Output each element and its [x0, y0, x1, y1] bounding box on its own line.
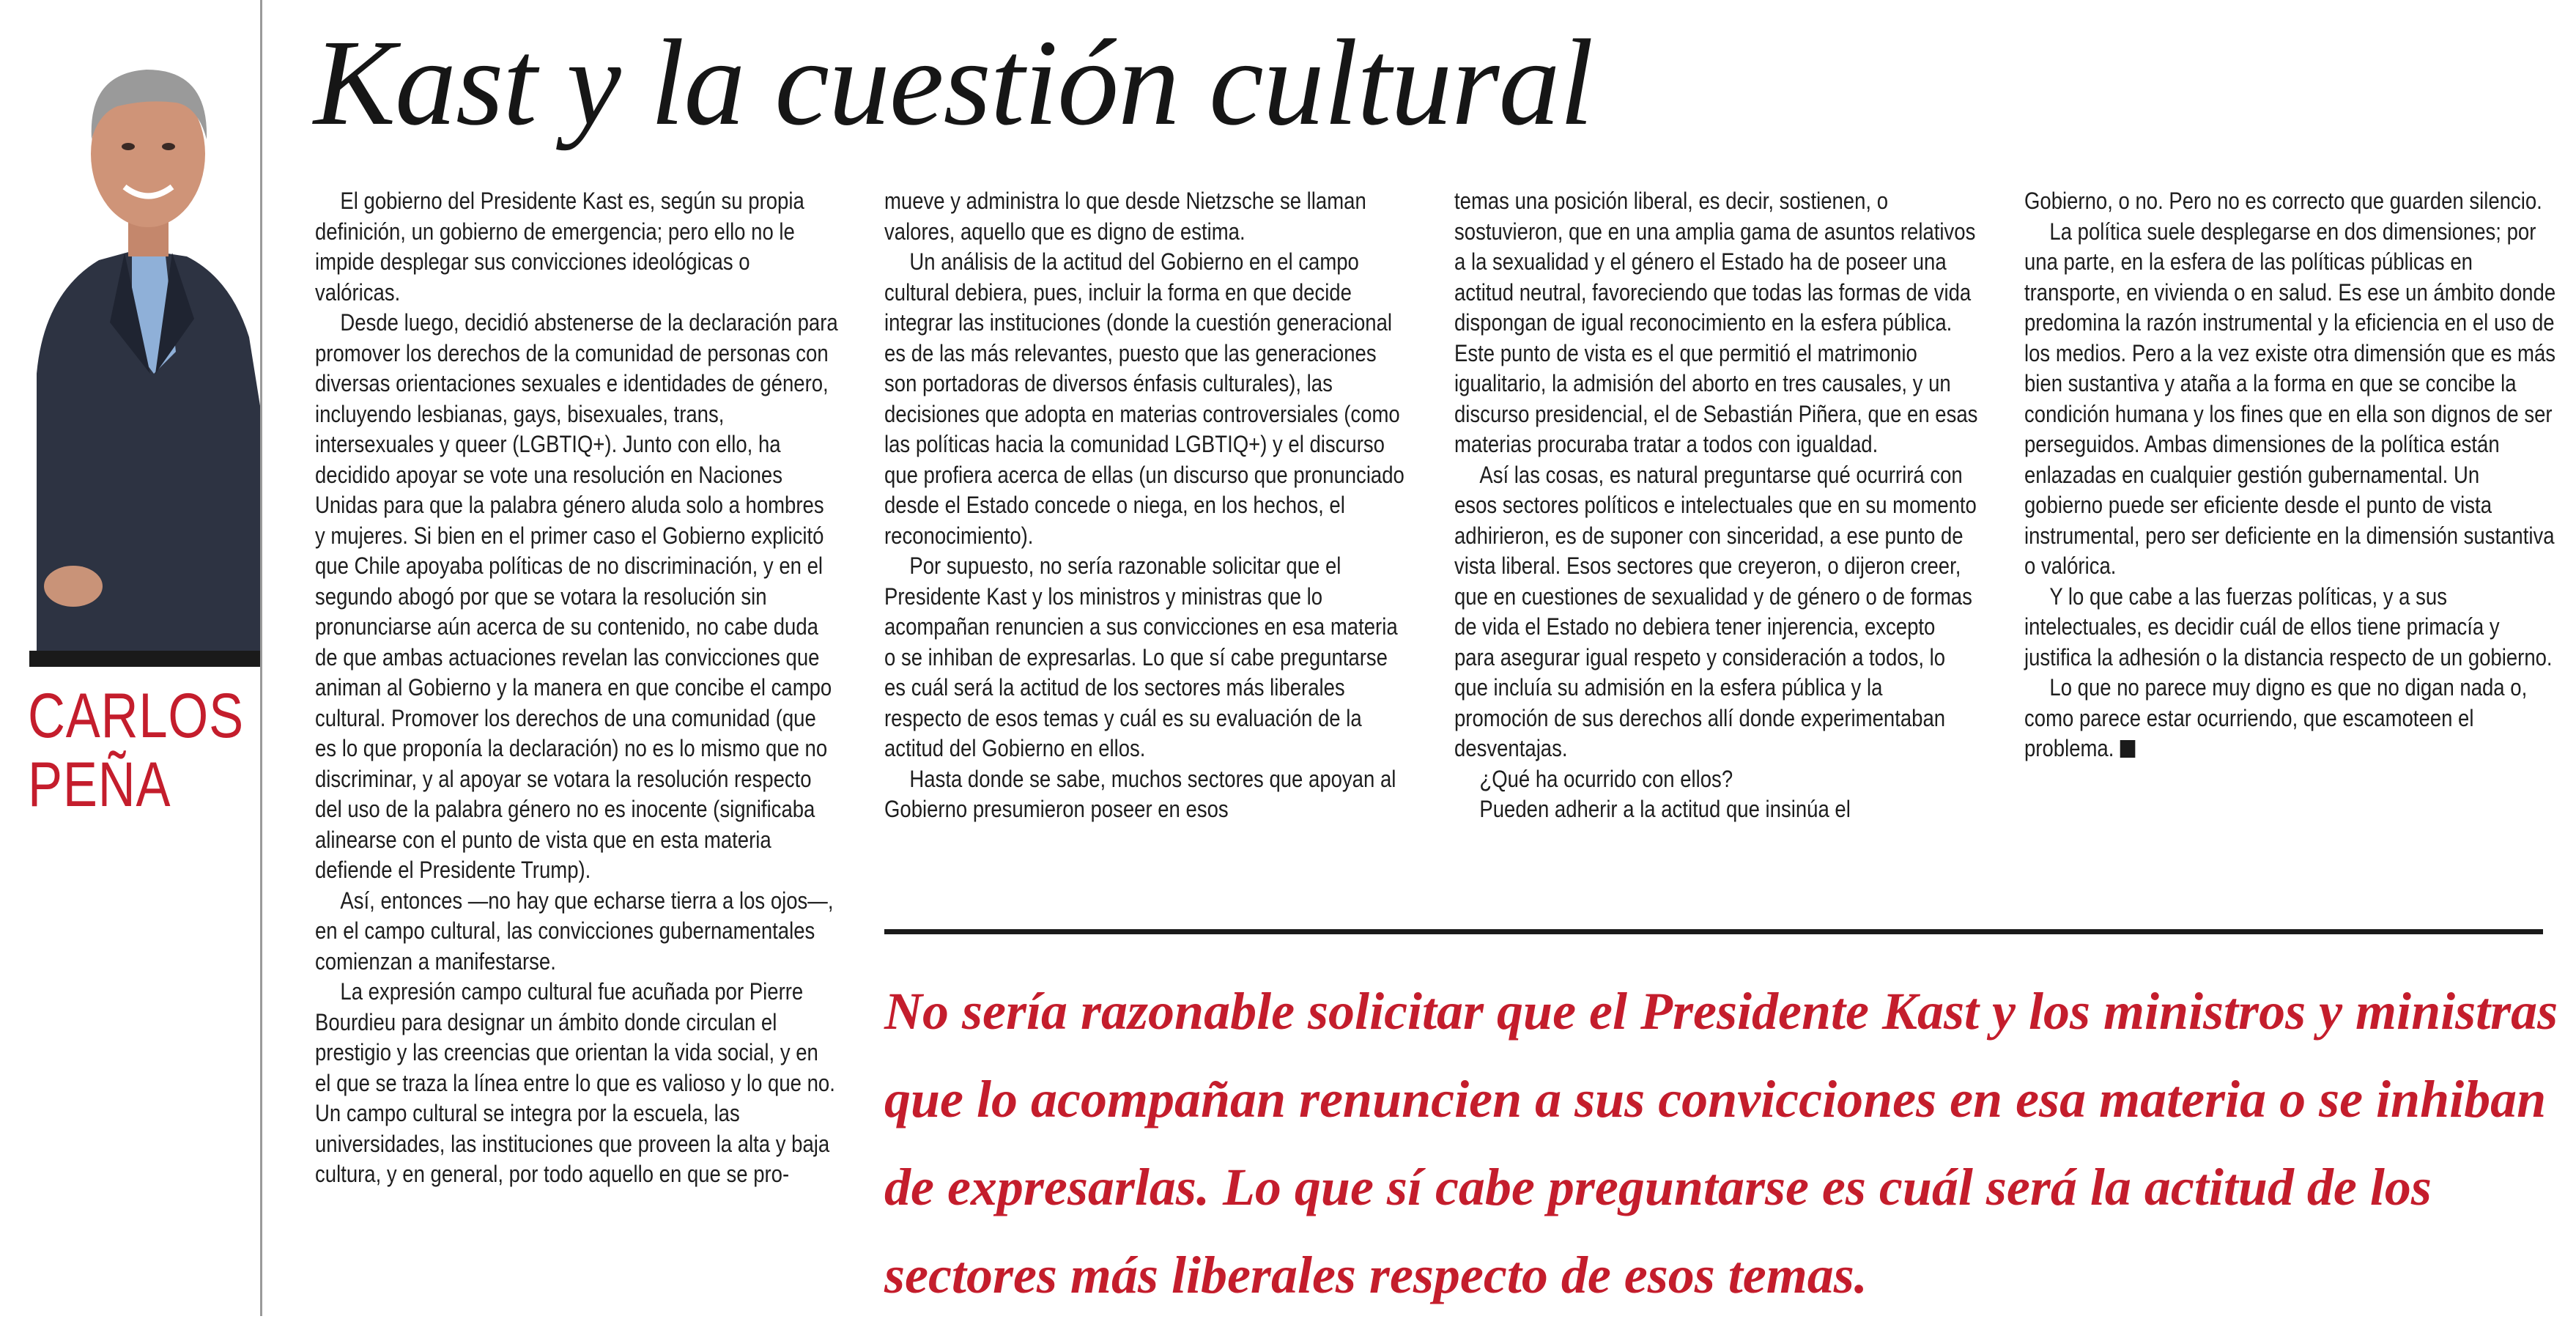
pullquote: No sería razonable solicitar que el Presidente Kast y los ministros y ministras que lo acompañan renuncien a sus convicciones en esa materia o se inhiban de expresarlas. Lo que sí cabe preguntarse es cuál será la actitud de los sectores más liberales respecto de esos temas.	[884, 982, 2558, 1304]
paragraph: ¿Qué ha ocurrido con ellos?	[1479, 765, 1733, 792]
text-column-1	[315, 186, 838, 1190]
paragraph: temas una posición liberal, es decir, sostienen, o sostuvieron, que en una amplia gama de asuntos relativos a la sexualidad y el género el Estado ha de poseer una actitud neutral, favoreciendo que todas las formas de vida dispongan de igual reconocimiento en la esfera pública. Este punto de vista es el que permitió el matrimonio igualitario, la admisión del aborto en tres causales, y un discurso presidencial, el de Sebastián Piñera, que en esas materias procuraba tratar a todos con igualdad.	[1454, 188, 1978, 457]
paragraph-final	[2024, 673, 2557, 764]
paragraph: Así las cosas, es natural preguntarse qué ocurrirá con esos sectores políticos e intelectuales que en su momento adhirieron, es de suponer con sinceridad, a ese punto de vista liberal. Esos sectores que creyeron, o dijeron creer, que en cuestiones de sexualidad y de género o de formas de vida el Estado no debiera tener injerencia, excepto para asegurar igual respeto y consideración a todos, lo que incluía su admisión en la esfera pública y la promoción de sus derechos allí donde experimentaban desventajas.	[1454, 461, 1977, 761]
headline: Kast y la cuestión cultural	[314, 15, 1594, 151]
author-column	[0, 0, 264, 1316]
text-column-3	[1454, 186, 1980, 825]
author-bar	[29, 651, 262, 667]
paragraph: La política suele desplegarse en dos dimensiones; por una parte, en la esfera de las políticas públicas en transporte, en vivienda o en salud. Es ese un ámbito donde predomina la razón instrumental y la eficiencia en el uso de los medios. Pero a la vez existe otra dimensión que es más bien sustantiva y ataña a la forma en que se concibe la condición humana y los fines que en ella son dignos de ser perseguidos. Ambas dimensiones de la política están enlazadas en cualquier gestión gubernamental. Un gobierno puede ser eficiente desde el punto de vista instrumental, pero ser deficiente en la dimensión sustantiva o valórica.	[2024, 218, 2556, 579]
paragraph: Por supuesto, no sería razonable solicitar que el Presidente Kast y los ministros y ministras que lo acompañan renuncien a sus convicciones en esa materia o se inhiban de expresarlas. Lo que sí cabe preguntarse es cuál será la actitud de los sectores más liberales respecto de esos temas y cuál es su evaluación de la actitud del Gobierno en ellos.	[884, 553, 1398, 761]
paragraph: Así, entonces —no hay que echarse tierra a los ojos—, en el campo cultural, las convicciones gubernamentales comienzan a manifestarse.	[315, 887, 834, 975]
paragraph: El gobierno del Presidente Kast es, según su propia definición, un gobierno de emergencia; pero ello no le impide desplegar sus convicciones ideológicas o valóricas.	[315, 188, 804, 306]
column-divider	[260, 0, 262, 1316]
paragraph: Desde luego, decidió abstenerse de la declaración para promover los derechos de la comunidad de personas con diversas orientaciones sexuales e identidades de género, incluyendo lesbianas, gays, bisexuales, trans, intersexuales y queer (LGBTIQ+). Junto con ello, ha decidido apoyar se vote una resolución en Naciones Unidas para que la palabra género aluda solo a hombres y mujeres. Si bien en el primer caso el Gobierno explicitó que Chile apoyaba políticas de no discriminación, y en el segundo abogó por que se votara la resolución sin pronunciarse aún acerca de su contenido, no cabe duda de que ambas actuaciones revelan las convicciones que animan al Gobierno y la manera en que concibe el campo cultural. Promover los derechos de una comunidad (que es lo que proponía la declaración) no es lo mismo que no discriminar, y al apoyar se votara la resolución respecto del uso de la palabra género no es inocente (significaba alinearse con el punto de vista que en esta materia defiende el Presidente Trump).	[315, 309, 838, 883]
end-mark-icon	[2120, 740, 2136, 758]
paragraph: Y lo que cabe a las fuerzas políticas, y a sus intelectuales, es decidir cuál de ellos tiene primacía y justifica la adhesión o la distancia respecto de un gobierno.	[2024, 583, 2553, 670]
author-last-name: PEÑA	[28, 750, 171, 820]
author-first-name: CARLOS	[28, 681, 244, 751]
author-photo	[29, 29, 261, 656]
paragraph: Un análisis de la actitud del Gobierno en el campo cultural debiera, pues, incluir la forma en que decide integrar las instituciones (donde la cuestión generacional es de las más relevantes, puesto que las generaciones son portadoras de diversos énfasis culturales), las decisiones que adopta en materias controversiales (como las políticas hacia la comunidad LGBTIQ+) y el discurso que profiera acerca de ellas (un discurso que pronunciado desde el Estado concede o niega, en los hechos, el reconocimiento).	[884, 248, 1404, 549]
author-name	[28, 681, 244, 820]
pullquote-rule	[884, 929, 2543, 934]
paragraph-final-text: Lo que no parece muy digno es que no digan nada o, como parece estar ocurriendo, que escamoteen el problema.	[2024, 674, 2528, 761]
paragraph: Hasta donde se sabe, muchos sectores que apoyan al Gobierno presumieron poseer en esos	[884, 765, 1396, 822]
text-column-2	[884, 186, 1410, 825]
paragraph: La expresión campo cultural fue acuñada por Pierre Bourdieu para designar un ámbito donde circulan el prestigio y las creencias que orientan la vida social, y en el que se traza la línea entre lo que es valioso y lo que no. Un campo cultural se integra por la escuela, las universidades, las instituciones que proveen la alta y baja cultura, y en general, por todo aquello en que se pro-	[315, 978, 835, 1187]
text-column-4	[2024, 186, 2557, 764]
paragraph: mueve y administra lo que desde Nietzsche se llaman valores, aquello que es digno de estima.	[884, 188, 1366, 245]
paragraph: Gobierno, o no. Pero no es correcto que guarden silencio.	[2024, 188, 2542, 214]
paragraph: Pueden adherir a la actitud que insinúa el	[1479, 796, 1851, 822]
